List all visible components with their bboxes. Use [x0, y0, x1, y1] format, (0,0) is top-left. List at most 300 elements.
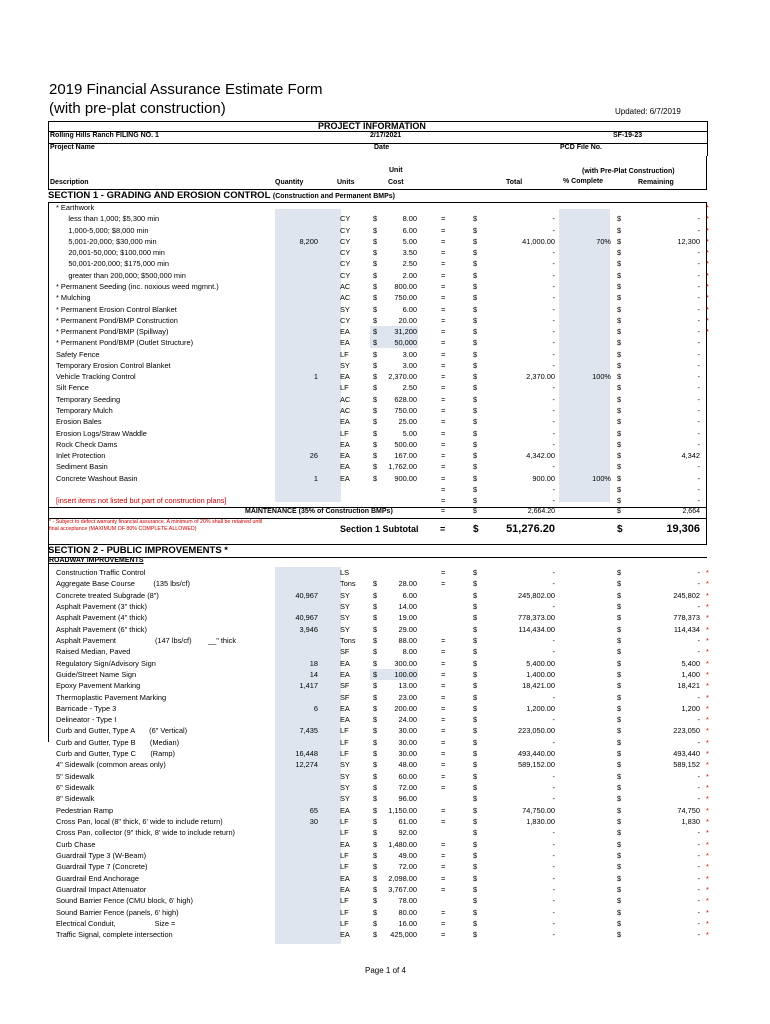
dollar-sign: $ [617, 749, 622, 759]
warranty-asterisk: * [706, 590, 709, 600]
remaining-cell: - [697, 315, 700, 325]
dollar-sign: $ [617, 496, 622, 506]
dollar-sign: $ [473, 930, 478, 940]
unit-cost-cell: 30.00 [398, 749, 417, 759]
warranty-asterisk: * [706, 681, 709, 691]
dollar-sign: $ [617, 692, 622, 702]
total-cell: 1,200.00 [526, 703, 555, 713]
unit-cell: SY [340, 304, 350, 314]
equals-sign: = [441, 304, 446, 314]
warranty-asterisk: * [706, 601, 709, 611]
warranty-asterisk: * [706, 579, 709, 589]
item-description: Guardrail Type 3 (W-Beam) [56, 851, 147, 860]
equals-sign: = [441, 930, 446, 940]
table-row [0, 326, 770, 337]
item-description: Raised Median, Paved [56, 647, 131, 657]
quantity-cell[interactable]: 18 [309, 658, 318, 668]
section1-subtotal-remaining: 19,306 [666, 523, 700, 535]
warranty-asterisk: * [706, 737, 709, 747]
unit-cost-cell: 3.00 [402, 360, 417, 370]
remaining-cell: - [697, 349, 700, 359]
unit-cell: SY [340, 360, 350, 370]
remaining-cell: - [697, 839, 700, 849]
remaining-cell: 1,200 [681, 703, 700, 713]
quantity-cell[interactable]: 12,274 [295, 760, 318, 770]
warranty-asterisk: * [706, 281, 709, 291]
equals-sign: = [441, 635, 446, 645]
dollar-sign: $ [373, 613, 378, 623]
item-description: Asphalt Pavement (3" thick) [56, 601, 147, 611]
form-title: 2019 Financial Assurance Estimate Form [49, 81, 323, 98]
unit-cost-cell: 30.00 [398, 737, 417, 747]
dollar-sign: $ [617, 601, 622, 611]
unit-cell: SF [340, 647, 350, 657]
equals-sign: = [441, 692, 446, 702]
total-cell: 900.00 [532, 473, 555, 483]
equals-sign: = [441, 327, 446, 337]
total-cell: - [552, 579, 555, 589]
dollar-sign: $ [373, 647, 378, 657]
table-row [0, 782, 770, 793]
table-row [0, 360, 770, 371]
item-description: * Earthwork [56, 203, 95, 212]
unit-cell: SY [340, 613, 350, 623]
dollar-sign: $ [617, 579, 622, 589]
total-cell: - [552, 417, 555, 427]
dollar-sign: $ [473, 293, 478, 303]
unit-cell: LF [340, 726, 349, 736]
unit-cell: LF [340, 817, 349, 827]
dollar-sign: $ [617, 681, 622, 691]
total-cell: - [552, 851, 555, 860]
dollar-sign: $ [617, 703, 622, 713]
item-description: Temporary Erosion Control Blanket [56, 360, 171, 370]
equals-sign: = [441, 473, 446, 483]
table-row [0, 394, 770, 405]
dollar-sign: $ [617, 473, 622, 483]
item-description: Cross Pan, collector (9" thick, 8' wide to include return) [56, 828, 236, 838]
quantity-cell[interactable]: 7,435 [299, 726, 318, 736]
quantity-cell[interactable]: 30 [309, 817, 318, 827]
warranty-asterisk: * [706, 715, 709, 725]
unit-cell: LF [340, 907, 349, 917]
dollar-sign: $ [373, 760, 378, 770]
dollar-sign: $ [617, 817, 622, 827]
table-row [0, 805, 770, 816]
table-row [0, 202, 770, 213]
dollar-sign: $ [617, 715, 622, 725]
unit-cost-cell: 1,150.00 [388, 805, 417, 815]
dollar-sign: $ [617, 248, 622, 258]
total-cell: - [552, 338, 555, 348]
unit-cell: AC [340, 394, 351, 404]
dollar-sign: $ [473, 681, 478, 691]
table-row [0, 714, 770, 725]
total-cell: - [552, 349, 555, 359]
equals-sign: = [441, 783, 446, 793]
item-description: Rock Check Dams [56, 439, 118, 449]
project-name-value: Rolling Hills Ranch FILING NO. 1 [50, 132, 159, 139]
equals-sign: = [441, 907, 446, 917]
project-name-label: Project Name [50, 144, 95, 151]
table-row [0, 827, 770, 838]
unit-cell: LF [340, 737, 349, 747]
table-row [0, 725, 770, 736]
col-remaining: Remaining [638, 179, 674, 186]
pct-complete-cell[interactable]: 100% [592, 372, 611, 382]
table-row [0, 349, 770, 360]
table-row [0, 337, 770, 348]
quantity-cell[interactable]: 1 [313, 372, 318, 382]
item-description: Asphalt Pavement (4" thick) [56, 613, 147, 623]
remaining-cell: - [697, 293, 700, 303]
quantity-cell[interactable]: 65 [309, 805, 318, 815]
dollar-sign: $ [373, 907, 378, 917]
table-row [0, 473, 770, 484]
equals-sign: = [441, 681, 446, 691]
unit-cost-cell: 300.00 [394, 658, 417, 668]
warranty-asterisk: * [706, 327, 709, 337]
remaining-cell: - [697, 259, 700, 269]
pct-complete-cell[interactable]: 70% [596, 236, 611, 246]
unit-cost-cell: 167.00 [394, 451, 417, 461]
unit-cell: LF [340, 896, 349, 906]
warranty-asterisk: * [706, 203, 709, 212]
table-row [0, 601, 770, 612]
table-row [0, 567, 770, 578]
table-row [0, 612, 770, 623]
equals-sign: = [441, 259, 446, 269]
remaining-cell: - [697, 828, 700, 838]
quantity-cell[interactable]: 8,200 [299, 236, 318, 246]
item-description: Safety Fence [56, 349, 100, 359]
dollar-sign: $ [373, 737, 378, 747]
dollar-sign: $ [617, 259, 622, 269]
dollar-sign: $ [473, 828, 478, 838]
item-description: Epoxy Pavement Marking [56, 681, 141, 691]
unit-cell: EA [340, 669, 350, 679]
table-row [0, 884, 770, 895]
col-preplat: (with Pre-Plat Construction) [582, 168, 675, 175]
remaining-cell: - [697, 647, 700, 657]
dollar-sign: $ [373, 259, 378, 269]
total-cell: - [552, 930, 555, 940]
unit-cost-cell: 78.00 [398, 896, 417, 906]
dollar-sign: $ [473, 259, 478, 269]
unit-cost-cell: 96.00 [398, 794, 417, 804]
dollar-sign: $ [373, 281, 378, 291]
table-row [0, 450, 770, 461]
equals-sign: = [441, 248, 446, 258]
equals-sign: = [441, 817, 446, 827]
quantity-cell[interactable]: 6 [313, 703, 318, 713]
total-cell: - [552, 270, 555, 280]
dollar-sign: $ [617, 839, 622, 849]
table-row [0, 646, 770, 657]
unit-cell: EA [340, 873, 350, 883]
unit-cost-cell: 31,200 [394, 327, 417, 337]
unit-cell: EA [340, 417, 350, 427]
dollar-sign: $ [617, 613, 622, 623]
unit-cost-cell: 2,098.00 [388, 873, 417, 883]
total-cell: - [552, 360, 555, 370]
dollar-sign: $ [473, 406, 478, 416]
dollar-sign: $ [473, 394, 478, 404]
total-cell: - [552, 281, 555, 291]
equals-sign: = [441, 839, 446, 849]
item-description: Cross Pan, local (8" thick, 6' wide to include return) [56, 817, 223, 827]
item-description: Temporary Mulch [56, 406, 113, 416]
item-description: Barricade - Type 3 [56, 703, 117, 713]
dollar-sign: $ [617, 451, 622, 461]
total-cell: 493,440.00 [518, 749, 555, 759]
equals-sign: = [441, 462, 446, 472]
item-description: Thermoplastic Pavement Marking [56, 692, 167, 702]
dollar-sign: $ [617, 417, 622, 427]
dollar-sign: $ [617, 794, 622, 804]
dollar-sign: $ [373, 839, 378, 849]
equals-sign: = [441, 236, 446, 246]
dollar-sign: $ [617, 851, 622, 860]
table-row [0, 495, 770, 506]
table-row [0, 907, 770, 918]
total-cell: - [552, 884, 555, 894]
dollar-sign: $ [473, 439, 478, 449]
total-cell: - [552, 783, 555, 793]
quantity-cell[interactable]: 16,448 [295, 749, 318, 759]
dollar-sign: $ [373, 771, 378, 781]
table-row [0, 873, 770, 884]
warranty-asterisk: * [706, 760, 709, 770]
dollar-sign: $ [373, 749, 378, 759]
dollar-sign: $ [617, 918, 622, 928]
dollar-sign: $ [473, 669, 478, 679]
dollar-sign: $ [473, 737, 478, 747]
dollar-sign: $ [617, 383, 622, 393]
dollar-sign: $ [617, 327, 622, 337]
table-row [0, 918, 770, 929]
dollar-sign: $ [617, 930, 622, 940]
remaining-cell: - [697, 462, 700, 472]
warranty-asterisk: * [706, 658, 709, 668]
unit-cell: CY [340, 214, 351, 224]
warranty-asterisk: * [706, 896, 709, 906]
dollar-sign: $ [373, 681, 378, 691]
unit-cell: Tons [340, 635, 356, 645]
remaining-cell: - [697, 496, 700, 506]
item-description: Curb and Gutter, Type A (6" Vertical) [56, 726, 188, 736]
item-description: 1,000-5,000; $8,000 min [56, 225, 149, 235]
equals-sign: = [441, 372, 446, 382]
warranty-asterisk: * [706, 828, 709, 838]
dollar-sign: $ [473, 918, 478, 928]
unit-cell: EA [340, 884, 350, 894]
warranty-asterisk: * [706, 669, 709, 679]
unit-cost-cell: 24.00 [398, 715, 417, 725]
equals-sign: = [441, 669, 446, 679]
remaining-cell: 589,152 [673, 760, 700, 770]
dollar-sign: $ [373, 715, 378, 725]
unit-cell: SY [340, 760, 350, 770]
dollar-sign: $ [373, 896, 378, 906]
table-row [0, 895, 770, 906]
dollar-sign: $ [473, 749, 478, 759]
remaining-cell: - [697, 248, 700, 258]
dollar-sign: $ [617, 624, 622, 634]
dollar-sign: $ [617, 439, 622, 449]
total-cell: - [552, 225, 555, 235]
unit-cost-cell: 25.00 [398, 417, 417, 427]
unit-cell: SY [340, 601, 350, 611]
total-cell: - [552, 862, 555, 872]
maintenance-label: MAINTENANCE (35% of Construction BMPs) [245, 508, 393, 515]
quantity-cell[interactable]: 40,967 [295, 613, 318, 623]
unit-cell: EA [340, 703, 350, 713]
total-cell: - [552, 635, 555, 645]
unit-cost-cell: 50,000 [394, 338, 417, 348]
dollar-sign: $ [373, 462, 378, 472]
unit-cost-cell: 13.00 [398, 681, 417, 691]
warranty-asterisk: * [706, 214, 709, 224]
total-cell: 1,830.00 [526, 817, 555, 827]
table-row [0, 270, 770, 281]
warranty-asterisk: * [706, 884, 709, 894]
unit-cost-cell: 1,480.00 [388, 839, 417, 849]
quantity-cell[interactable]: 26 [309, 451, 318, 461]
total-cell: - [552, 828, 555, 838]
pct-complete-cell[interactable]: 100% [592, 473, 611, 483]
dollar-sign: $ [473, 383, 478, 393]
total-cell: - [552, 496, 555, 506]
total-cell: - [552, 896, 555, 906]
total-cell: - [552, 918, 555, 928]
warranty-asterisk: * [706, 692, 709, 702]
warranty-asterisk: * [706, 703, 709, 713]
equals-sign: = [441, 737, 446, 747]
quantity-cell[interactable]: 14 [309, 669, 318, 679]
dollar-sign: $ [473, 496, 478, 506]
total-cell: 1,400.00 [526, 669, 555, 679]
table-row [0, 692, 770, 703]
unit-cost-cell: 3.00 [402, 349, 417, 359]
equals-sign: = [441, 884, 446, 894]
total-cell: - [552, 462, 555, 472]
unit-cell: SF [340, 692, 350, 702]
dollar-sign: $ [473, 635, 478, 645]
table-row [0, 236, 770, 247]
quantity-cell[interactable]: 1,417 [299, 681, 318, 691]
dollar-sign: $ [473, 760, 478, 770]
quantity-cell[interactable]: 3,946 [299, 624, 318, 634]
dollar-sign: $ [473, 225, 478, 235]
item-description: Delineator - Type I [56, 715, 117, 725]
item-description: Curb and Gutter, Type C (Ramp) [56, 749, 175, 759]
total-cell: - [552, 394, 555, 404]
equals-sign: = [441, 579, 446, 589]
item-description: Silt Fence [56, 383, 89, 393]
remaining-cell: - [697, 383, 700, 393]
table-row [0, 816, 770, 827]
unit-cell: CY [340, 259, 351, 269]
dollar-sign: $ [473, 771, 478, 781]
total-cell: - [552, 214, 555, 224]
quantity-cell[interactable]: 40,967 [295, 590, 318, 600]
warranty-asterisk: * [706, 315, 709, 325]
dollar-sign: $ [373, 451, 378, 461]
item-description: 50,001-200,000; $175,000 min [56, 259, 169, 269]
dollar-sign: $ [473, 417, 478, 427]
dollar-sign: $ [373, 817, 378, 827]
dollar-sign: $ [373, 293, 378, 303]
equals-sign: = [441, 715, 446, 725]
unit-cost-cell: 23.00 [398, 692, 417, 702]
remaining-cell: - [697, 873, 700, 883]
warranty-asterisk: * [706, 851, 709, 860]
equals-sign: = [441, 360, 446, 370]
unit-cell: EA [340, 372, 350, 382]
total-cell: 41,000.00 [522, 236, 555, 246]
project-info-heading: PROJECT INFORMATION [318, 121, 426, 131]
dollar-sign: $ [617, 896, 622, 906]
total-cell: 4,342.00 [526, 451, 555, 461]
divider [48, 156, 49, 189]
unit-cell: LF [340, 918, 349, 928]
remaining-cell: - [697, 304, 700, 314]
total-cell: - [552, 304, 555, 314]
dollar-sign: $ [473, 590, 478, 600]
total-cell: - [552, 771, 555, 781]
warranty-asterisk: * [706, 270, 709, 280]
table-row [0, 428, 770, 439]
dollar-sign: $ [373, 349, 378, 359]
dollar-sign: $ [473, 715, 478, 725]
dollar-sign: $ [373, 918, 378, 928]
dollar-sign: $ [473, 248, 478, 258]
unit-cell: EA [340, 473, 350, 483]
dollar-sign: $ [617, 635, 622, 645]
unit-cost-cell: 900.00 [394, 473, 417, 483]
unit-cost-cell: 19.00 [398, 613, 417, 623]
equals-sign: = [441, 394, 446, 404]
total-cell: 18,421.00 [522, 681, 555, 691]
unit-cell: LF [340, 828, 349, 838]
total-cell: - [552, 647, 555, 657]
table-row [0, 850, 770, 861]
equals-sign: = [441, 293, 446, 303]
table-row [0, 759, 770, 770]
item-description: * Permanent Pond/BMP (Outlet Structure) [56, 338, 194, 348]
remaining-cell: 778,373 [673, 613, 700, 623]
dollar-sign: $ [617, 428, 622, 438]
section2-title: SECTION 2 - PUBLIC IMPROVEMENTS * [48, 545, 228, 556]
item-description: Concrete Washout Basin [56, 473, 138, 483]
total-cell: - [552, 406, 555, 416]
dollar-sign: $ [473, 692, 478, 702]
remaining-cell: - [697, 214, 700, 224]
remaining-cell: - [697, 428, 700, 438]
remaining-cell: - [697, 930, 700, 940]
equals-sign: = [441, 760, 446, 770]
unit-cell: AC [340, 293, 351, 303]
item-description: 20,001-50,000; $100,000 min [56, 248, 165, 258]
section1-header [48, 189, 707, 203]
unit-cost-cell: 6.00 [402, 304, 417, 314]
equals-sign: = [441, 281, 446, 291]
quantity-cell[interactable]: 1 [313, 473, 318, 483]
item-description: Vehicle Tracking Control [56, 372, 136, 382]
unit-cost-cell: 628.00 [394, 394, 417, 404]
dollar-sign: $ [373, 862, 378, 872]
